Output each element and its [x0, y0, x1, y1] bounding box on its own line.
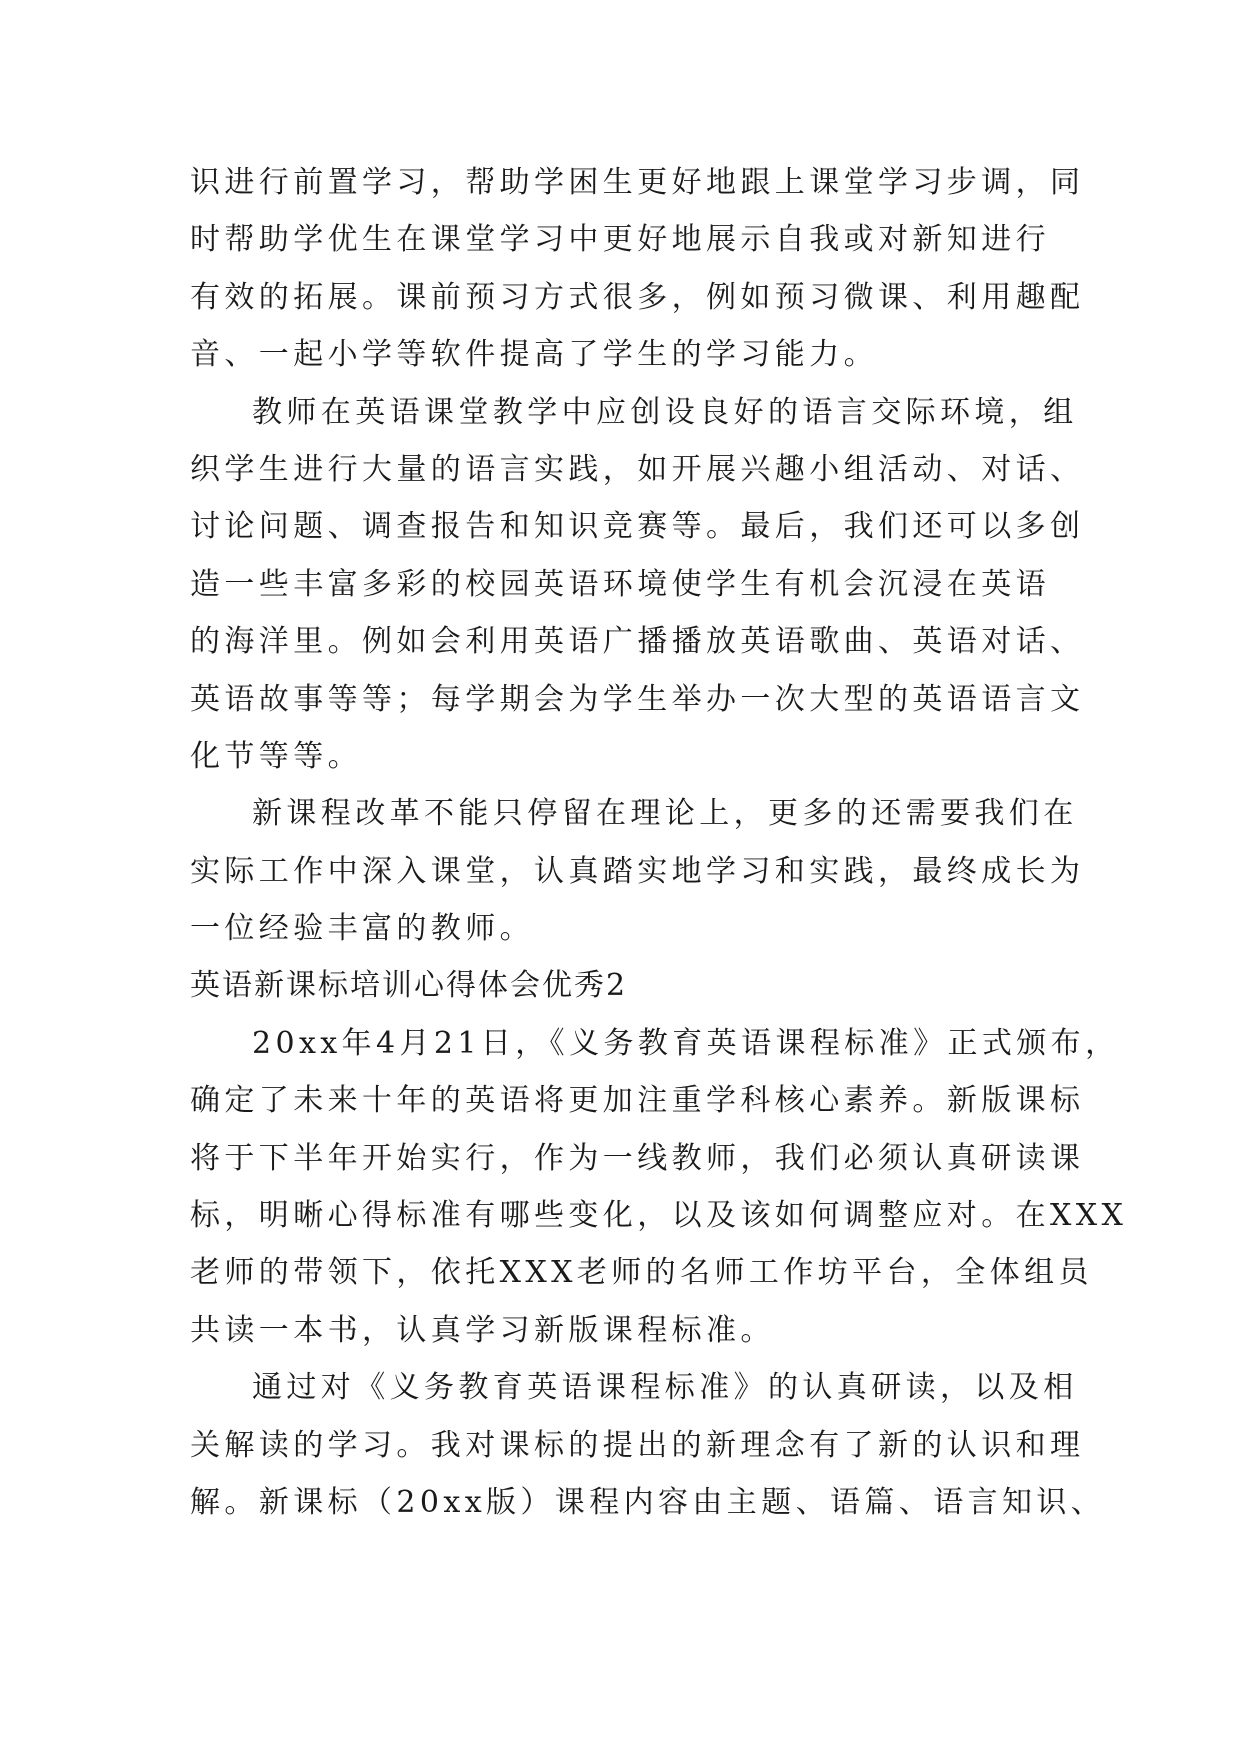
- text-line: 织学生进行大量的语言实践，如开展兴趣小组活动、对话、: [190, 451, 1085, 487]
- text-line: 音、一起小学等软件提高了学生的学习能力。: [190, 337, 878, 373]
- document-body: [190, 154, 1128, 1531]
- text-line: 确定了未来十年的英语将更加注重学科核心素养。新版课标: [190, 1083, 1085, 1119]
- text-line: 讨论问题、调查报告和知识竞赛等。最后，我们还可以多创: [190, 509, 1085, 545]
- section-heading: 英语新课标培训心得体会优秀2: [190, 968, 628, 1004]
- text-line: 实际工作中深入课堂，认真踏实地学习和实践，最终成长为: [190, 853, 1085, 889]
- text-line: 识进行前置学习，帮助学困生更好地跟上课堂学习步调，同: [190, 165, 1085, 200]
- text-line: 通过对《义务教育英语课程标准》的认真研读，以及相: [252, 1370, 1078, 1406]
- text-line: 解。新课标（20xx版）课程内容由主题、语篇、语言知识、: [190, 1484, 1106, 1520]
- text-line: 的海洋里。例如会利用英语广播播放英语歌曲、英语对话、: [190, 624, 1085, 660]
- text-line: 一位经验丰富的教师。: [190, 911, 534, 947]
- text-line: 新课程改革不能只停留在理论上，更多的还需要我们在: [252, 796, 1078, 832]
- text-line: 20xx年4月21日，《义务教育英语课程标准》正式颁布，: [252, 1025, 1120, 1061]
- text-line: 关解读的学习。我对课标的提出的新理念有了新的认识和理: [190, 1427, 1085, 1463]
- text-line: 时帮助学优生在课堂学习中更好地展示自我或对新知进行: [190, 222, 1050, 258]
- text-line: 英语故事等等；每学期会为学生举办一次大型的英语语言文: [190, 681, 1085, 717]
- text-line: 将于下半年开始实行，作为一线教师，我们必须认真研读课: [190, 1140, 1085, 1176]
- text-line: 标，明晰心得标准有哪些变化，以及该如何调整应对。在XXX: [190, 1198, 1128, 1234]
- text-line: 造一些丰富多彩的校园英语环境使学生有机会沉浸在英语: [190, 566, 1050, 602]
- text-line: 教师在英语课堂教学中应创设良好的语言交际环境，组: [252, 394, 1078, 430]
- text-line: 有效的拓展。课前预习方式很多，例如预习微课、利用趣配: [190, 279, 1085, 315]
- text-line: 老师的带领下，依托XXX老师的名师工作坊平台，全体组员: [190, 1255, 1093, 1291]
- text-line: 共读一本书，认真学习新版课程标准。: [190, 1312, 775, 1348]
- text-line: 化节等等。: [190, 738, 362, 774]
